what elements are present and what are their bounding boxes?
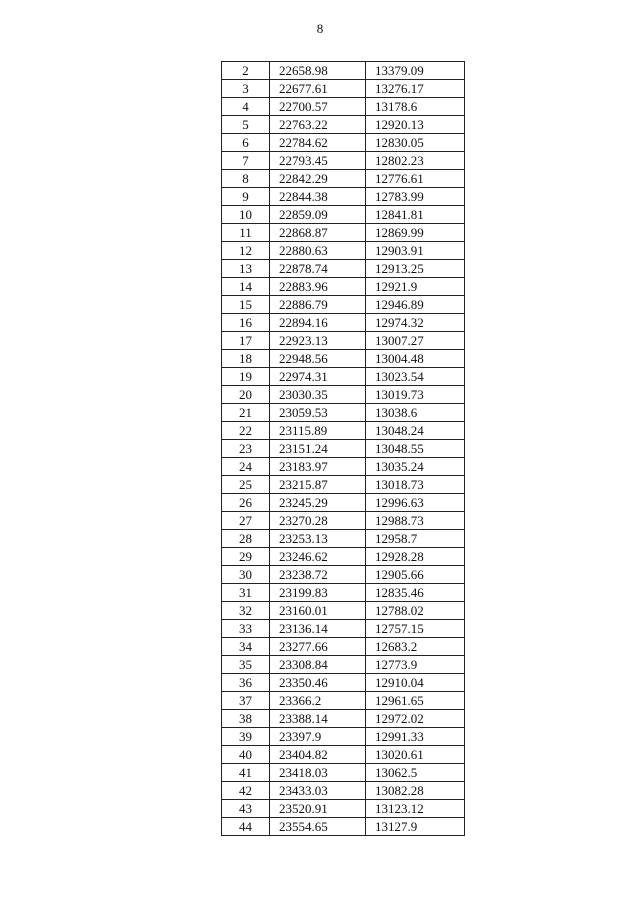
table-row bbox=[222, 62, 465, 80]
point-number-cell: 20 bbox=[222, 386, 270, 404]
y-coordinate-cell: 13004.48 bbox=[366, 350, 465, 368]
y-coordinate-cell: 12920.13 bbox=[366, 116, 465, 134]
x-coordinate-cell: 23199.83 bbox=[270, 584, 366, 602]
y-coordinate-cell: 12802.23 bbox=[366, 152, 465, 170]
y-coordinate-cell: 13019.73 bbox=[366, 386, 465, 404]
point-number-cell: 16 bbox=[222, 314, 270, 332]
table-row bbox=[222, 242, 465, 260]
point-number-cell: 38 bbox=[222, 710, 270, 728]
table-row bbox=[222, 656, 465, 674]
x-coordinate-cell: 23404.82 bbox=[270, 746, 366, 764]
point-number-cell: 15 bbox=[222, 296, 270, 314]
x-coordinate-cell: 22868.87 bbox=[270, 224, 366, 242]
table-row bbox=[222, 206, 465, 224]
x-coordinate-cell: 23388.14 bbox=[270, 710, 366, 728]
y-coordinate-cell: 13020.61 bbox=[366, 746, 465, 764]
point-number-cell: 44 bbox=[222, 818, 270, 836]
y-coordinate-cell: 12958.7 bbox=[366, 530, 465, 548]
table-row bbox=[222, 764, 465, 782]
coordinate-table bbox=[221, 61, 465, 836]
page-number: 8 bbox=[316, 21, 324, 36]
y-coordinate-cell: 12988.73 bbox=[366, 512, 465, 530]
table-row bbox=[222, 602, 465, 620]
y-coordinate-cell: 12972.02 bbox=[366, 710, 465, 728]
y-coordinate-cell: 13007.27 bbox=[366, 332, 465, 350]
table-row bbox=[222, 782, 465, 800]
point-number-cell: 13 bbox=[222, 260, 270, 278]
point-number-cell: 22 bbox=[222, 422, 270, 440]
y-coordinate-cell: 12773.9 bbox=[366, 656, 465, 674]
y-coordinate-cell: 12776.61 bbox=[366, 170, 465, 188]
table-row bbox=[222, 404, 465, 422]
table-row bbox=[222, 170, 465, 188]
table-row bbox=[222, 584, 465, 602]
table-row bbox=[222, 386, 465, 404]
table-row bbox=[222, 368, 465, 386]
point-number-cell: 25 bbox=[222, 476, 270, 494]
x-coordinate-cell: 22886.79 bbox=[270, 296, 366, 314]
table-row bbox=[222, 746, 465, 764]
x-coordinate-cell: 22677.61 bbox=[270, 80, 366, 98]
point-number-cell: 31 bbox=[222, 584, 270, 602]
table-row bbox=[222, 278, 465, 296]
table-row bbox=[222, 188, 465, 206]
y-coordinate-cell: 12757.15 bbox=[366, 620, 465, 638]
table-row bbox=[222, 530, 465, 548]
point-number-cell: 27 bbox=[222, 512, 270, 530]
table-row bbox=[222, 80, 465, 98]
y-coordinate-cell: 12841.81 bbox=[366, 206, 465, 224]
x-coordinate-cell: 23308.84 bbox=[270, 656, 366, 674]
point-number-cell: 4 bbox=[222, 98, 270, 116]
x-coordinate-cell: 22878.74 bbox=[270, 260, 366, 278]
table-row bbox=[222, 566, 465, 584]
x-coordinate-cell: 23245.29 bbox=[270, 494, 366, 512]
point-number-cell: 5 bbox=[222, 116, 270, 134]
point-number-cell: 28 bbox=[222, 530, 270, 548]
point-number-cell: 2 bbox=[222, 62, 270, 80]
x-coordinate-cell: 23115.89 bbox=[270, 422, 366, 440]
y-coordinate-cell: 12946.89 bbox=[366, 296, 465, 314]
table-row bbox=[222, 296, 465, 314]
point-number-cell: 14 bbox=[222, 278, 270, 296]
x-coordinate-cell: 22842.29 bbox=[270, 170, 366, 188]
point-number-cell: 3 bbox=[222, 80, 270, 98]
x-coordinate-cell: 23059.53 bbox=[270, 404, 366, 422]
point-number-cell: 10 bbox=[222, 206, 270, 224]
table-row bbox=[222, 728, 465, 746]
y-coordinate-cell: 12835.46 bbox=[366, 584, 465, 602]
table-row bbox=[222, 332, 465, 350]
y-coordinate-cell: 13048.55 bbox=[366, 440, 465, 458]
y-coordinate-cell: 13276.17 bbox=[366, 80, 465, 98]
point-number-cell: 32 bbox=[222, 602, 270, 620]
table-row bbox=[222, 260, 465, 278]
point-number-cell: 24 bbox=[222, 458, 270, 476]
y-coordinate-cell: 13038.6 bbox=[366, 404, 465, 422]
y-coordinate-cell: 12683.2 bbox=[366, 638, 465, 656]
y-coordinate-cell: 13062.5 bbox=[366, 764, 465, 782]
x-coordinate-cell: 23151.24 bbox=[270, 440, 366, 458]
table-row bbox=[222, 134, 465, 152]
table-row bbox=[222, 476, 465, 494]
table-row bbox=[222, 350, 465, 368]
y-coordinate-cell: 12913.25 bbox=[366, 260, 465, 278]
x-coordinate-cell: 23277.66 bbox=[270, 638, 366, 656]
y-coordinate-cell: 12991.33 bbox=[366, 728, 465, 746]
point-number-cell: 21 bbox=[222, 404, 270, 422]
x-coordinate-cell: 23136.14 bbox=[270, 620, 366, 638]
y-coordinate-cell: 13178.6 bbox=[366, 98, 465, 116]
x-coordinate-cell: 23366.2 bbox=[270, 692, 366, 710]
y-coordinate-cell: 12928.28 bbox=[366, 548, 465, 566]
x-coordinate-cell: 22658.98 bbox=[270, 62, 366, 80]
y-coordinate-cell: 12905.66 bbox=[366, 566, 465, 584]
x-coordinate-cell: 23183.97 bbox=[270, 458, 366, 476]
point-number-cell: 40 bbox=[222, 746, 270, 764]
coordinate-table-body bbox=[222, 62, 465, 836]
point-number-cell: 26 bbox=[222, 494, 270, 512]
y-coordinate-cell: 12961.65 bbox=[366, 692, 465, 710]
y-coordinate-cell: 12869.99 bbox=[366, 224, 465, 242]
y-coordinate-cell: 13082.28 bbox=[366, 782, 465, 800]
y-coordinate-cell: 12788.02 bbox=[366, 602, 465, 620]
point-number-cell: 39 bbox=[222, 728, 270, 746]
x-coordinate-cell: 23030.35 bbox=[270, 386, 366, 404]
table-row bbox=[222, 98, 465, 116]
y-coordinate-cell: 12783.99 bbox=[366, 188, 465, 206]
point-number-cell: 19 bbox=[222, 368, 270, 386]
x-coordinate-cell: 22763.22 bbox=[270, 116, 366, 134]
x-coordinate-cell: 22859.09 bbox=[270, 206, 366, 224]
table-row bbox=[222, 458, 465, 476]
y-coordinate-cell: 12830.05 bbox=[366, 134, 465, 152]
x-coordinate-cell: 22923.13 bbox=[270, 332, 366, 350]
x-coordinate-cell: 23253.13 bbox=[270, 530, 366, 548]
x-coordinate-cell: 23160.01 bbox=[270, 602, 366, 620]
point-number-cell: 23 bbox=[222, 440, 270, 458]
x-coordinate-cell: 22793.45 bbox=[270, 152, 366, 170]
table-row bbox=[222, 674, 465, 692]
point-number-cell: 6 bbox=[222, 134, 270, 152]
point-number-cell: 42 bbox=[222, 782, 270, 800]
point-number-cell: 18 bbox=[222, 350, 270, 368]
x-coordinate-cell: 22844.38 bbox=[270, 188, 366, 206]
point-number-cell: 30 bbox=[222, 566, 270, 584]
table-row bbox=[222, 692, 465, 710]
point-number-cell: 12 bbox=[222, 242, 270, 260]
point-number-cell: 37 bbox=[222, 692, 270, 710]
table-row bbox=[222, 800, 465, 818]
table-row bbox=[222, 548, 465, 566]
point-number-cell: 7 bbox=[222, 152, 270, 170]
point-number-cell: 29 bbox=[222, 548, 270, 566]
x-coordinate-cell: 23433.03 bbox=[270, 782, 366, 800]
point-number-cell: 17 bbox=[222, 332, 270, 350]
x-coordinate-cell: 23350.46 bbox=[270, 674, 366, 692]
point-number-cell: 34 bbox=[222, 638, 270, 656]
table-row bbox=[222, 440, 465, 458]
x-coordinate-cell: 23397.9 bbox=[270, 728, 366, 746]
x-coordinate-cell: 23238.72 bbox=[270, 566, 366, 584]
point-number-cell: 8 bbox=[222, 170, 270, 188]
x-coordinate-cell: 22784.62 bbox=[270, 134, 366, 152]
table-row bbox=[222, 620, 465, 638]
y-coordinate-cell: 12921.9 bbox=[366, 278, 465, 296]
point-number-cell: 9 bbox=[222, 188, 270, 206]
x-coordinate-cell: 23270.28 bbox=[270, 512, 366, 530]
x-coordinate-cell: 23215.87 bbox=[270, 476, 366, 494]
table-row bbox=[222, 638, 465, 656]
x-coordinate-cell: 22700.57 bbox=[270, 98, 366, 116]
x-coordinate-cell: 22880.63 bbox=[270, 242, 366, 260]
y-coordinate-cell: 13123.12 bbox=[366, 800, 465, 818]
x-coordinate-cell: 22894.16 bbox=[270, 314, 366, 332]
y-coordinate-cell: 13048.24 bbox=[366, 422, 465, 440]
table-row bbox=[222, 116, 465, 134]
x-coordinate-cell: 22948.56 bbox=[270, 350, 366, 368]
table-row bbox=[222, 314, 465, 332]
table-row bbox=[222, 818, 465, 836]
table-row bbox=[222, 224, 465, 242]
y-coordinate-cell: 12996.63 bbox=[366, 494, 465, 512]
x-coordinate-cell: 22883.96 bbox=[270, 278, 366, 296]
point-number-cell: 33 bbox=[222, 620, 270, 638]
table-row bbox=[222, 710, 465, 728]
y-coordinate-cell: 12903.91 bbox=[366, 242, 465, 260]
point-number-cell: 36 bbox=[222, 674, 270, 692]
y-coordinate-cell: 12910.04 bbox=[366, 674, 465, 692]
table-row bbox=[222, 422, 465, 440]
point-number-cell: 11 bbox=[222, 224, 270, 242]
y-coordinate-cell: 13018.73 bbox=[366, 476, 465, 494]
x-coordinate-cell: 23246.62 bbox=[270, 548, 366, 566]
y-coordinate-cell: 13035.24 bbox=[366, 458, 465, 476]
x-coordinate-cell: 22974.31 bbox=[270, 368, 366, 386]
point-number-cell: 43 bbox=[222, 800, 270, 818]
point-number-cell: 41 bbox=[222, 764, 270, 782]
x-coordinate-cell: 23554.65 bbox=[270, 818, 366, 836]
table-row bbox=[222, 152, 465, 170]
point-number-cell: 35 bbox=[222, 656, 270, 674]
table-row bbox=[222, 494, 465, 512]
table-row bbox=[222, 512, 465, 530]
y-coordinate-cell: 13127.9 bbox=[366, 818, 465, 836]
y-coordinate-cell: 12974.32 bbox=[366, 314, 465, 332]
y-coordinate-cell: 13379.09 bbox=[366, 62, 465, 80]
y-coordinate-cell: 13023.54 bbox=[366, 368, 465, 386]
x-coordinate-cell: 23418.03 bbox=[270, 764, 366, 782]
x-coordinate-cell: 23520.91 bbox=[270, 800, 366, 818]
